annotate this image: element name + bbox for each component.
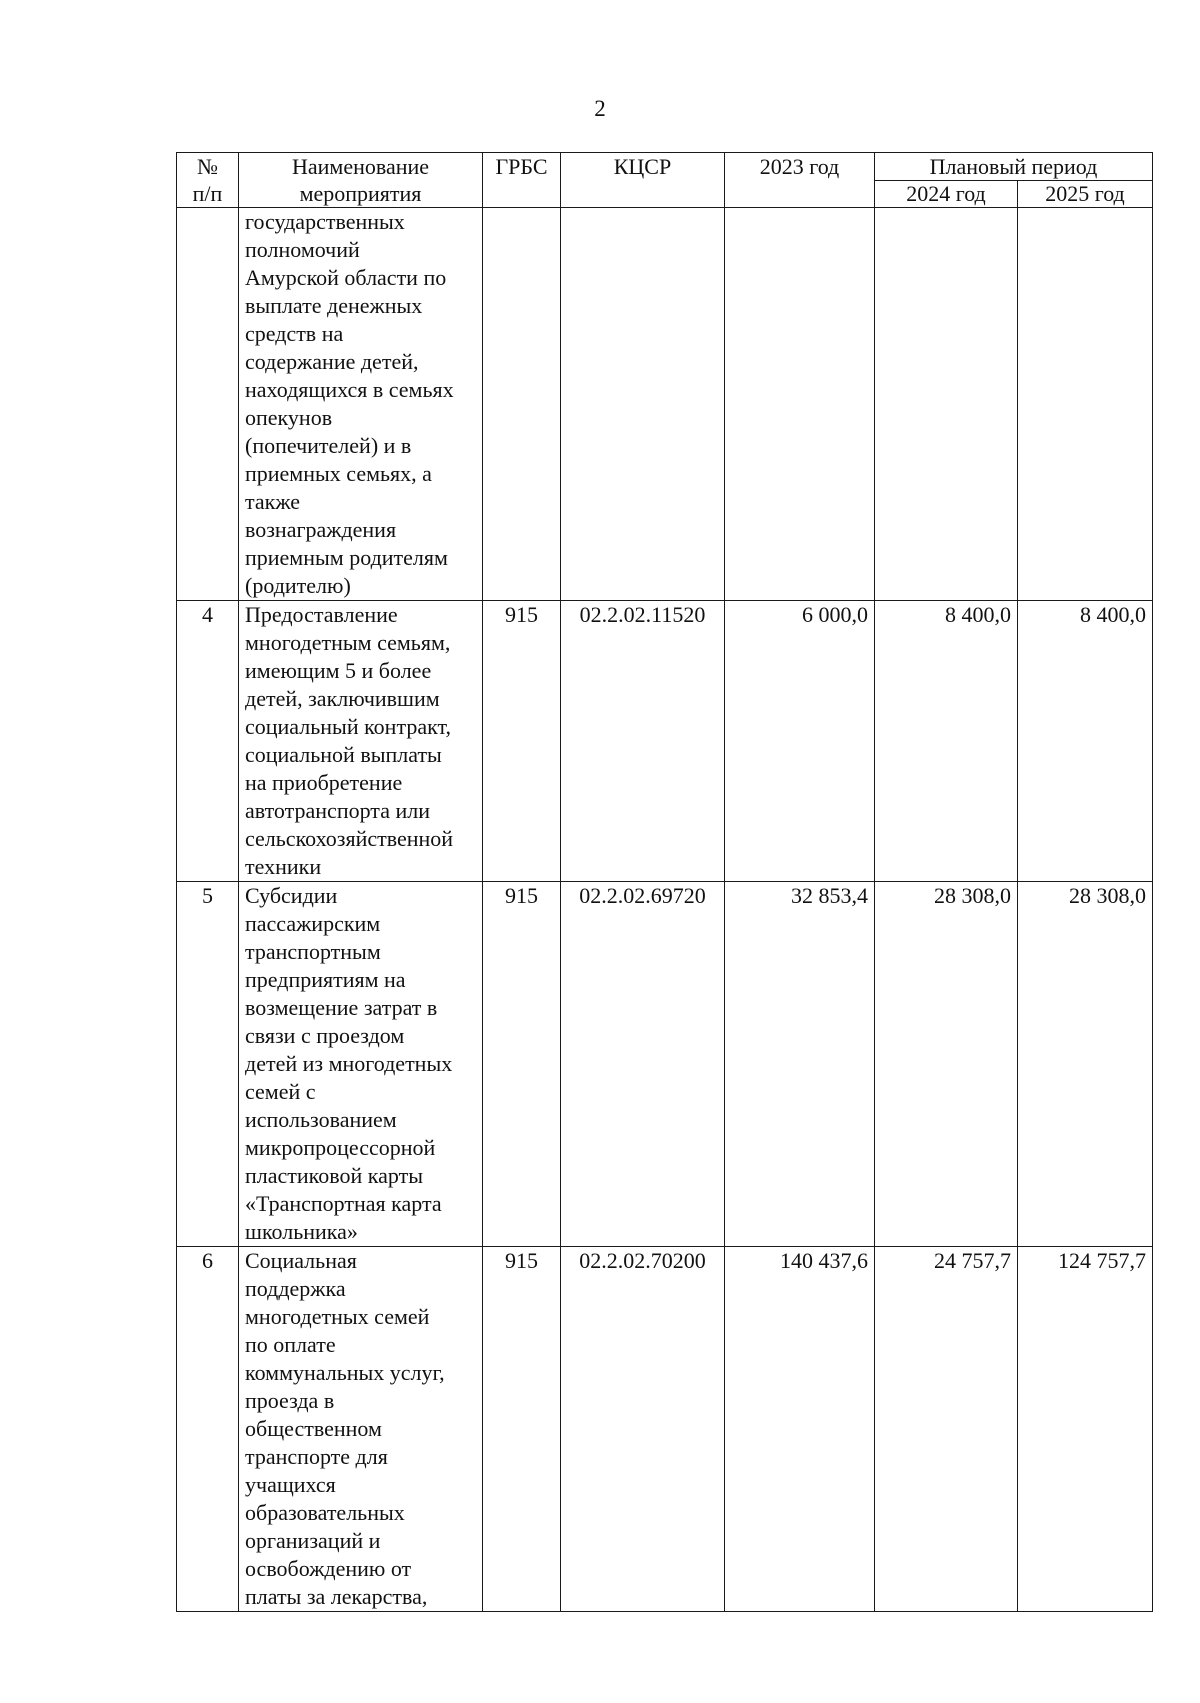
row-name-line: предприятиям на [245, 967, 406, 992]
row-2023-cell: 32 853,4 [725, 882, 875, 1247]
header-name-line2: мероприятия [299, 181, 422, 206]
row-name-cell [239, 1247, 483, 1612]
row-name-line: многодетным семьям, [245, 630, 451, 655]
row-grbs-cell [483, 208, 561, 601]
row-2024-cell: 28 308,0 [875, 882, 1018, 1247]
row-name-line: Социальная [245, 1248, 357, 1273]
row-name-line: опекунов [245, 405, 333, 430]
row-name-line: находящихся в семьях [245, 377, 454, 402]
header-2025: 2025 год [1018, 181, 1153, 208]
row-name-line: Амурской области по [245, 265, 447, 290]
row-name-line: средств на [245, 321, 344, 346]
row-name-line: пассажирским [245, 911, 381, 936]
row-name-line: (попечителей) и в [245, 433, 412, 458]
row-name-line: Предоставление [245, 602, 398, 627]
header-grbs: ГРБС [483, 153, 561, 208]
row-name-line: по оплате [245, 1332, 336, 1357]
row-kcsr-cell [561, 208, 725, 601]
row-2025-cell: 124 757,7 [1018, 1247, 1153, 1612]
row-name-line: выплате денежных [245, 293, 423, 318]
row-2025-cell: 28 308,0 [1018, 882, 1153, 1247]
header-name-line1: Наименование [291, 154, 430, 179]
row-name-line: детей из многодетных [245, 1051, 453, 1076]
row-num-cell: 6 [177, 1247, 239, 1612]
row-num-cell: 4 [177, 601, 239, 882]
row-2025-cell: 8 400,0 [1018, 601, 1153, 882]
row-grbs-cell: 915 [483, 601, 561, 882]
header-2023: 2023 год [725, 153, 875, 208]
row-name-line: пластиковой карты [245, 1163, 423, 1188]
row-num-cell [177, 208, 239, 601]
row-name-line: возмещение затрат в [245, 995, 438, 1020]
row-2023-cell [725, 208, 875, 601]
row-name-line: приемным родителям [245, 545, 448, 570]
row-name-line: приемных семьях, а [245, 461, 432, 486]
row-name-line: Субсидии [245, 883, 338, 908]
budget-table [176, 152, 1153, 1612]
row-name-cell [239, 601, 483, 882]
row-2025-cell [1018, 208, 1153, 601]
row-name-line: полномочий [245, 237, 360, 262]
row-name-line: транспортным [245, 939, 381, 964]
row-name-line: семей с [245, 1079, 316, 1104]
row-name-line: связи с проездом [245, 1023, 405, 1048]
header-num [177, 153, 239, 208]
row-2023-cell: 140 437,6 [725, 1247, 875, 1612]
table-row [177, 208, 1153, 601]
table-row [177, 1247, 1153, 1612]
row-kcsr-cell: 02.2.02.11520 [561, 601, 725, 882]
row-2024-cell: 24 757,7 [875, 1247, 1018, 1612]
row-name-line: общественном [245, 1416, 382, 1441]
row-name-line: многодетных семей [245, 1304, 430, 1329]
row-name-line: автотранспорта или [245, 798, 430, 823]
row-name-line: школьника» [245, 1219, 358, 1244]
row-name-line: организаций и [245, 1528, 381, 1553]
row-2023-cell: 6 000,0 [725, 601, 875, 882]
row-num-cell: 5 [177, 882, 239, 1247]
row-name-line: микропроцессорной [245, 1135, 436, 1160]
table-body [177, 208, 1153, 1612]
row-name-line: на приобретение [245, 770, 403, 795]
row-name-line: транспорте для [245, 1444, 388, 1469]
row-name-line: платы за лекарства, [245, 1584, 428, 1609]
row-name-line: социальной выплаты [245, 742, 442, 767]
row-2024-cell [875, 208, 1018, 601]
row-grbs-cell: 915 [483, 1247, 561, 1612]
row-name-line: проезда в [245, 1388, 335, 1413]
row-name-line: имеющим 5 и более [245, 658, 432, 683]
row-name-line: освобождению от [245, 1556, 412, 1581]
row-name-line: социальный контракт, [245, 714, 451, 739]
header-kcsr: КЦСР [561, 153, 725, 208]
row-name-line: (родителю) [245, 573, 351, 598]
row-name-line: вознаграждения [245, 517, 397, 542]
row-name-line: учащихся [245, 1472, 336, 1497]
row-name-line: техники [245, 854, 322, 879]
table-row [177, 601, 1153, 882]
row-2024-cell: 8 400,0 [875, 601, 1018, 882]
header-planned-period: Плановый период [875, 153, 1153, 181]
row-name-line: поддержка [245, 1276, 346, 1301]
row-name-line: содержание детей, [245, 349, 419, 374]
row-kcsr-cell: 02.2.02.70200 [561, 1247, 725, 1612]
row-name-line: коммунальных услуг, [245, 1360, 445, 1385]
row-kcsr-cell: 02.2.02.69720 [561, 882, 725, 1247]
header-2024: 2024 год [875, 181, 1018, 208]
row-name-cell [239, 208, 483, 601]
row-name-line: использованием [245, 1107, 397, 1132]
row-grbs-cell: 915 [483, 882, 561, 1247]
row-name-line: детей, заключившим [245, 686, 440, 711]
header-name [239, 153, 483, 208]
table-row [177, 882, 1153, 1247]
header-num-line2: п/п [192, 181, 223, 206]
page-number: 2 [594, 96, 606, 121]
row-name-line: сельскохозяйственной [245, 826, 454, 851]
table-header [177, 153, 1153, 208]
header-num-line1: № [197, 154, 218, 179]
row-name-cell [239, 882, 483, 1247]
row-name-line: образовательных [245, 1500, 405, 1525]
row-name-line: «Транспортная карта [245, 1191, 442, 1216]
row-name-line: государственных [245, 209, 405, 234]
row-name-line: также [245, 489, 301, 514]
